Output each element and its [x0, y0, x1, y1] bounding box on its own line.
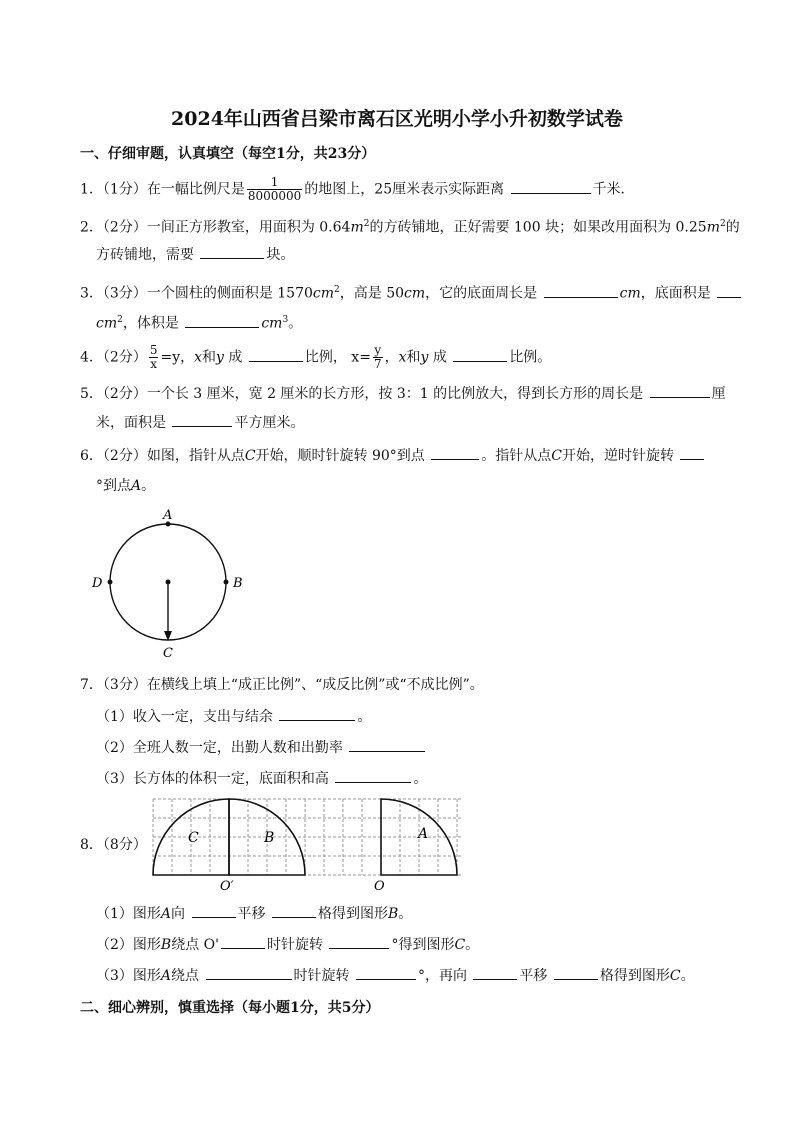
label-O-prime: O′: [220, 879, 234, 894]
shape-C-ref: C: [669, 968, 681, 984]
answer-blank[interactable]: [272, 903, 316, 918]
q4-text-e: ，: [384, 349, 399, 366]
shape-B-ref: B: [160, 937, 172, 953]
q8-sub2-b: 绕点 O': [171, 937, 219, 953]
shape-A-ref: A: [160, 968, 172, 984]
answer-blank[interactable]: [335, 768, 411, 783]
q7-sub2-text: （2）全班人数一定，出勤人数和出勤率: [96, 740, 343, 756]
answer-blank[interactable]: [431, 445, 479, 460]
answer-blank[interactable]: [329, 934, 389, 949]
clock-diagram: [88, 505, 248, 660]
answer-blank[interactable]: [554, 965, 598, 980]
q4-text-h: 比例。: [509, 349, 552, 366]
scale-fraction: [247, 176, 302, 203]
q6-text-d: 开始，逆时针旋转: [561, 448, 674, 464]
q7-sub1-text: （1）收入一定，支出与结余: [96, 709, 273, 725]
unit-cm: cm: [312, 285, 335, 302]
var-y: y: [420, 349, 429, 366]
q8-sub2-c: 时针旋转: [267, 937, 323, 953]
question-6: [80, 445, 706, 466]
q5-text-d: 平方厘米。: [234, 415, 305, 431]
shape-A-ref: A: [160, 906, 172, 922]
q7-sub3-end: 。: [413, 771, 428, 787]
q8-sub3-d: °，再向: [417, 968, 467, 984]
dashed-grid: [153, 799, 461, 875]
q8-sub3-b: 绕点: [171, 968, 200, 984]
unit-cm: cm: [96, 315, 118, 332]
q6-text-c: 。指针从点: [481, 448, 552, 464]
q5-text-a: 5．（2分）一个长 3 厘米，宽 2 厘米的长方形，按 3：1 的比例放大，得到长方形的周长是: [80, 386, 644, 402]
q4-text-b: =y，: [160, 349, 195, 366]
fraction-numerator: 1: [247, 176, 302, 190]
exponent: 2: [334, 285, 340, 295]
fraction-5-over-x: [149, 344, 159, 371]
question-1: [80, 176, 635, 203]
exponent: 2: [719, 219, 726, 229]
answer-blank[interactable]: [349, 737, 425, 752]
label-D: D: [92, 576, 103, 591]
grid-figure: [150, 796, 466, 894]
q2-text-a: 2．（2分）一间正方形教室，用面积为 0.64: [80, 219, 351, 236]
question-7-1: [96, 706, 371, 727]
fraction-numerator: y: [374, 343, 382, 357]
answer-blank[interactable]: [249, 347, 303, 362]
exponent: 2: [363, 219, 370, 229]
q7-sub1-end: 。: [357, 709, 372, 725]
q8-sub3-a: （3）图形: [96, 968, 161, 984]
q3-text-d: ，底面积是: [640, 285, 711, 302]
question-8-2: [96, 934, 479, 955]
answer-blank[interactable]: [356, 965, 416, 980]
answer-blank[interactable]: [511, 179, 591, 194]
question-3: [80, 280, 743, 304]
q8-sub2-end: 。: [465, 937, 480, 953]
point-C: C: [551, 448, 562, 464]
q1-text-a: 1．（1分）在一幅比例尺是: [80, 181, 245, 198]
q1-text-c: 千米．: [592, 181, 635, 198]
q4-text-a: 4．（2分）: [80, 349, 147, 366]
unit-cm: cm: [404, 285, 426, 302]
question-8-3: [96, 965, 695, 986]
answer-blank[interactable]: [221, 934, 265, 949]
q8-sub3-e: 平移: [519, 968, 548, 984]
answer-blank[interactable]: [650, 383, 710, 398]
q8-sub1-a: （1）图形: [96, 906, 161, 922]
q8-sub3-end: 。: [680, 968, 695, 984]
answer-blank[interactable]: [279, 706, 355, 721]
question-6-cont: [96, 476, 155, 496]
section-1-heading: 一、仔细审题，认真填空（每空1分，共23分）: [80, 146, 376, 162]
question-5: [80, 383, 726, 404]
exponent: 3: [282, 315, 289, 325]
fraction-numerator: 5: [149, 343, 158, 357]
fraction-denominator: 7: [373, 357, 382, 371]
q8-sub3-f: 格得到图形: [599, 968, 670, 984]
q8-sub1-end: 。: [398, 906, 413, 922]
unit-m: m: [706, 219, 720, 236]
shape-B-ref: B: [387, 906, 399, 922]
unit-cm: cm: [619, 285, 641, 302]
question-8-1: [96, 903, 412, 924]
label-shape-A: A: [418, 826, 429, 842]
q6-text-a: 6．（2分）如图，指针从点: [80, 448, 245, 464]
label-O: O: [374, 879, 385, 894]
section-2-heading: 二、细心辨别，慎重选择（每小题1分，共5分）: [80, 1000, 380, 1016]
var-x: x: [194, 349, 203, 366]
answer-blank[interactable]: [185, 313, 259, 328]
q8-sub1-c: 平移: [237, 906, 266, 922]
point-A: A: [131, 478, 142, 494]
q8-sub3-c: 时针旋转: [293, 968, 350, 984]
label-A: A: [163, 508, 173, 523]
answer-blank[interactable]: [206, 965, 292, 980]
label-shape-B: B: [264, 830, 275, 846]
var-x: x: [398, 349, 407, 366]
q2-text-d: 方砖铺地，需要: [96, 247, 194, 263]
q4-text-d: 比例，: [304, 349, 347, 366]
unit-m: m: [350, 219, 364, 236]
label-B: B: [233, 576, 243, 591]
answer-blank[interactable]: [453, 347, 507, 362]
question-7-2: [96, 737, 427, 758]
page-title: 2024年山西省吕梁市离石区光明小学小升初数学试卷: [171, 108, 623, 130]
shape-C-ref: C: [454, 937, 466, 953]
question-2: [80, 214, 740, 238]
answer-blank[interactable]: [200, 244, 264, 259]
q3-text-c: ，它的底面周长是: [425, 285, 538, 302]
var-y: y: [216, 349, 224, 366]
question-8-label: 8．（8分）: [80, 837, 147, 853]
fraction-denominator: x: [150, 357, 158, 371]
question-7: 7．（3分）在横线上填上“成正比例”、“成反比例”或“不成比例”。: [80, 677, 484, 693]
q4-text-c: 成: [228, 349, 243, 366]
q3-text-b: ，高是 50: [339, 285, 405, 302]
q6-text-b: 开始，顺时针旋转 90°到点: [255, 448, 425, 464]
answer-blank[interactable]: [192, 903, 236, 918]
q1-text-b: 的地图上，25厘米表示实际距离: [304, 181, 505, 198]
q8-sub2-d: °得到图形: [391, 937, 455, 953]
q4-and: 和: [202, 349, 217, 366]
label-shape-C: C: [188, 830, 199, 846]
q4-xeq: x=: [351, 349, 371, 366]
answer-blank[interactable]: [680, 445, 704, 460]
answer-blank[interactable]: [717, 283, 741, 298]
q4-text-g: 成: [432, 349, 447, 366]
q8-sub1-d: 格得到图形: [317, 906, 388, 922]
q8-sub2-a: （2）图形: [96, 937, 161, 953]
q5-text-b: 厘: [711, 386, 726, 402]
question-5-cont: [96, 412, 304, 433]
point-C: C: [244, 448, 256, 464]
q4-and: 和: [406, 349, 421, 366]
q2-text-b: 的方砖铺地，正好需要 100 块；如果改用面积为 0.25: [369, 219, 707, 236]
q2-text-e: 块。: [266, 247, 295, 263]
q6-text-e: °到点: [96, 478, 131, 494]
q2-text-c: 的: [725, 219, 740, 236]
point-d-dot: [108, 580, 113, 585]
q5-text-c: 米，面积是: [96, 415, 166, 431]
fraction-denominator: 8000000: [247, 189, 302, 203]
answer-blank[interactable]: [544, 283, 618, 298]
answer-blank[interactable]: [473, 965, 517, 980]
point-b-dot: [224, 580, 229, 585]
label-C: C: [163, 646, 173, 660]
answer-blank[interactable]: [172, 412, 232, 427]
question-7-3: [96, 768, 427, 789]
q8-sub1-b: 向: [171, 906, 186, 922]
exponent: 2: [117, 315, 123, 325]
q3-text-e: ，体积是: [122, 315, 179, 332]
q3-text-f: 。: [288, 315, 303, 332]
unit-cm: cm: [261, 315, 283, 332]
question-3-cont: [96, 310, 302, 334]
fraction-y-over-7: [373, 344, 383, 371]
q6-text-f: 。: [141, 478, 156, 494]
q7-sub3-text: （3）长方体的体积一定，底面积和高: [96, 771, 329, 787]
question-2-cont: [96, 244, 294, 265]
q3-text-a: 3．（3分）一个圆柱的侧面积是 1570: [80, 285, 313, 302]
question-4: [80, 344, 551, 371]
